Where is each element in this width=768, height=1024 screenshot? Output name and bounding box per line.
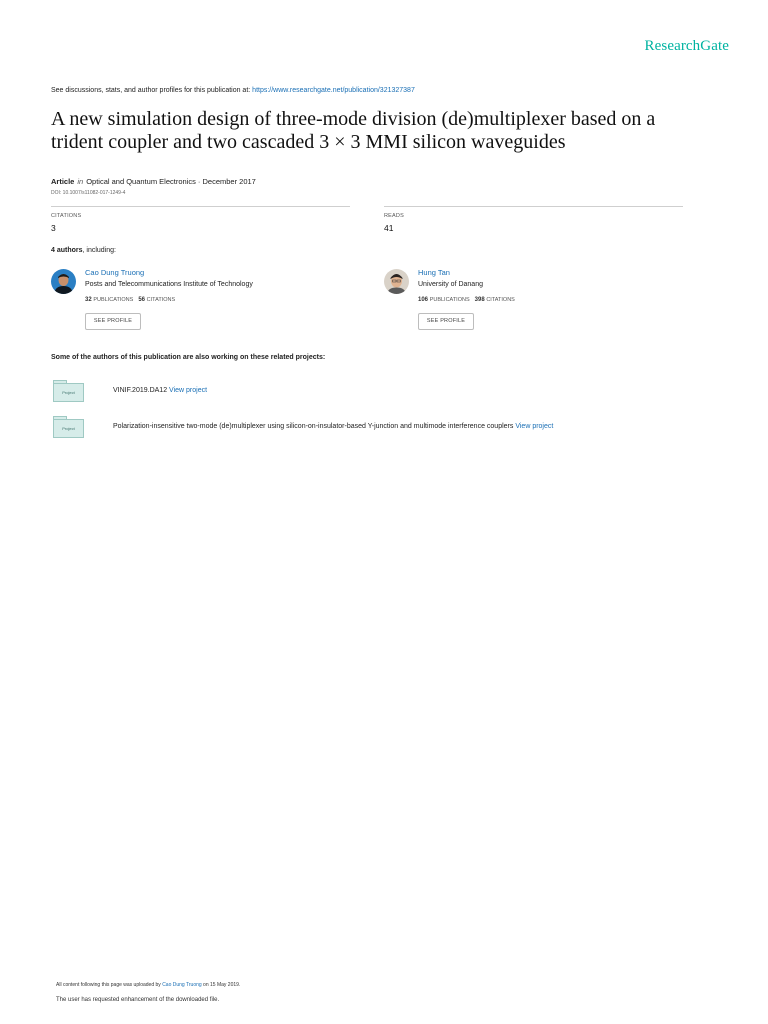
uploader-link[interactable]: Cao Dung Truong bbox=[162, 982, 202, 988]
venue-date: Optical and Quantum Electronics · December 2017 bbox=[86, 177, 256, 186]
view-project-link[interactable]: View project bbox=[169, 387, 208, 394]
enhancement-note: The user has requested enhancement of the downloaded file. bbox=[56, 997, 220, 1003]
divider bbox=[51, 206, 350, 207]
researchgate-logo[interactable]: ResearchGate bbox=[644, 38, 729, 54]
publications-label: PUBLICATIONS bbox=[93, 297, 134, 303]
authors-suffix: , including: bbox=[82, 247, 116, 254]
author-name-link[interactable]: Cao Dung Truong bbox=[85, 268, 145, 277]
citations-count: 56 bbox=[138, 297, 145, 303]
author-stats bbox=[418, 297, 515, 303]
article-meta bbox=[51, 177, 256, 186]
author-stats bbox=[85, 297, 175, 303]
authors-count: 4 authors bbox=[51, 247, 83, 254]
disclaimer-text: See discussions, stats, and author profiles for this publication at: bbox=[51, 87, 253, 94]
related-projects-heading: Some of the authors of this publication are also working on these related projects: bbox=[51, 354, 326, 361]
publication-url-link[interactable]: https://www.researchgate.net/publication/321327387 bbox=[252, 87, 415, 94]
author-institution: University of Danang bbox=[418, 281, 483, 288]
avatar-photo bbox=[384, 269, 409, 294]
publications-count: 32 bbox=[85, 297, 92, 303]
author-institution: Posts and Telecommunications Institute of Technology bbox=[85, 281, 253, 288]
project-item bbox=[113, 387, 207, 394]
project-icon-label: Project bbox=[53, 383, 84, 402]
publications-label: PUBLICATIONS bbox=[429, 297, 470, 303]
reads-count: 41 bbox=[384, 223, 394, 233]
see-profile-button[interactable]: SEE PROFILE bbox=[418, 313, 474, 330]
publication-disclaimer bbox=[51, 87, 415, 94]
project-item bbox=[113, 423, 553, 430]
author-avatar[interactable] bbox=[384, 269, 409, 294]
paper-title: A new simulation design of three-mode division (de)multiplexer based on a trident coupler and two cascaded 3 × 3 MMI silicon waveguides bbox=[51, 108, 656, 153]
doi: DOI: 10.1007/s11082-017-1249-4 bbox=[51, 190, 126, 196]
author-avatar[interactable] bbox=[51, 269, 76, 294]
citations-count: 3 bbox=[51, 223, 56, 233]
project-folder-icon bbox=[53, 380, 83, 402]
see-profile-button[interactable]: SEE PROFILE bbox=[85, 313, 141, 330]
project-title: VINIF.2019.DA12 bbox=[113, 387, 168, 394]
view-project-link[interactable]: View project bbox=[515, 423, 554, 430]
upload-note bbox=[56, 982, 240, 988]
article-type: Article bbox=[51, 177, 75, 186]
project-folder-icon bbox=[53, 416, 83, 438]
upload-prefix: All content following this page was uploaded by bbox=[56, 982, 163, 988]
project-title: Polarization-insensitive two-mode (de)multiplexer using silicon-on-insulator-based Y-junction and multimode interference couplers bbox=[113, 423, 514, 430]
upload-suffix: on 15 May 2019. bbox=[201, 982, 241, 988]
citations-count: 398 bbox=[474, 297, 485, 303]
author-name-link[interactable]: Hung Tan bbox=[418, 268, 450, 277]
project-icon-label: Project bbox=[53, 419, 84, 438]
avatar-photo bbox=[51, 269, 76, 294]
citations-label: CITATIONS bbox=[146, 297, 176, 303]
publications-count: 106 bbox=[418, 297, 429, 303]
reads-label: READS bbox=[384, 213, 404, 219]
citations-label: CITATIONS bbox=[486, 297, 515, 303]
citations-label: CITATIONS bbox=[51, 213, 82, 219]
in-label: in bbox=[77, 177, 84, 186]
divider bbox=[384, 206, 683, 207]
authors-heading bbox=[51, 247, 116, 254]
